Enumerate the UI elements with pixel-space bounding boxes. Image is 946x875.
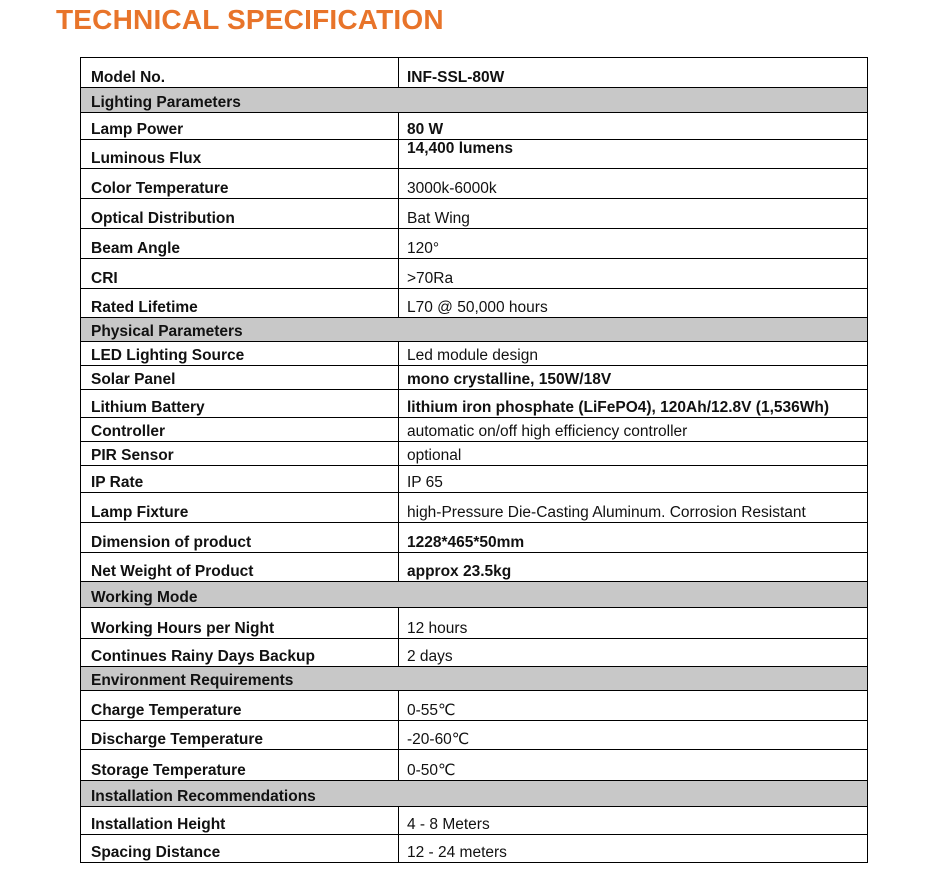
spec-table	[80, 57, 868, 863]
spec-label: Beam Angle	[81, 229, 399, 259]
spec-label: Rated Lifetime	[81, 289, 399, 318]
spec-value: 120°	[399, 229, 868, 259]
section-header-lighting-parameters	[81, 88, 868, 113]
spec-label: IP Rate	[81, 466, 399, 493]
table-row-lamp-fixture	[81, 493, 868, 523]
spec-label: Controller	[81, 418, 399, 442]
spec-label: CRI	[81, 259, 399, 289]
section-header-physical-parameters	[81, 318, 868, 342]
spec-value: Led module design	[399, 342, 868, 366]
spec-label: PIR Sensor	[81, 442, 399, 466]
section-header-working-mode	[81, 582, 868, 608]
spec-value: 12 hours	[399, 608, 868, 639]
table-row-ip-rate	[81, 466, 868, 493]
spec-label: Charge Temperature	[81, 691, 399, 721]
spec-label: Continues Rainy Days Backup	[81, 639, 399, 667]
section-title: Lighting Parameters	[81, 88, 868, 113]
table-row-luminous-flux	[81, 140, 868, 169]
spec-value: mono crystalline, 150W/18V	[399, 366, 868, 390]
spec-value: 0-55℃	[399, 691, 868, 721]
table-row-lamp-power	[81, 113, 868, 140]
model-no-value: INF-SSL-80W	[399, 58, 868, 88]
spec-label: LED Lighting Source	[81, 342, 399, 366]
spec-label: Spacing Distance	[81, 835, 399, 863]
spec-label: Lamp Fixture	[81, 493, 399, 523]
spec-value: 0-50℃	[399, 750, 868, 781]
spec-value: 3000k-6000k	[399, 169, 868, 199]
spec-value: lithium iron phosphate (LiFePO4), 120Ah/12.8V (1,536Wh)	[399, 390, 868, 418]
spec-value: automatic on/off high efficiency controller	[399, 418, 868, 442]
table-row-rated-lifetime	[81, 289, 868, 318]
spec-label: Luminous Flux	[81, 140, 399, 169]
spec-label: Optical Distribution	[81, 199, 399, 229]
table-row-beam-angle	[81, 229, 868, 259]
page-title: TECHNICAL SPECIFICATION	[56, 4, 444, 35]
table-row-working-hours	[81, 608, 868, 639]
spec-value: optional	[399, 442, 868, 466]
spec-value: -20-60℃	[399, 721, 868, 750]
spec-label: Color Temperature	[81, 169, 399, 199]
section-header-environment-requirements	[81, 667, 868, 691]
spec-value: 4 - 8 Meters	[399, 807, 868, 835]
spec-value: 12 - 24 meters	[399, 835, 868, 863]
spec-label: Solar Panel	[81, 366, 399, 390]
table-row-color-temperature	[81, 169, 868, 199]
table-row-optical-distribution	[81, 199, 868, 229]
section-title: Physical Parameters	[81, 318, 868, 342]
spec-value: 14,400 lumens	[399, 140, 868, 169]
table-row-led-lighting-source	[81, 342, 868, 366]
spec-label: Installation Height	[81, 807, 399, 835]
table-row-dimension	[81, 523, 868, 553]
table-row-net-weight	[81, 553, 868, 582]
table-row-solar-panel	[81, 366, 868, 390]
table-row-model-no	[81, 58, 868, 88]
spec-value: high-Pressure Die-Casting Aluminum. Corrosion Resistant	[399, 493, 868, 523]
spec-value: IP 65	[399, 466, 868, 493]
spec-label: Dimension of product	[81, 523, 399, 553]
spec-value: approx 23.5kg	[399, 553, 868, 582]
spec-value: 80 W	[399, 113, 868, 140]
section-header-installation-recommendations	[81, 781, 868, 807]
table-row-cri	[81, 259, 868, 289]
section-title: Installation Recommendations	[81, 781, 868, 807]
table-row-discharge-temperature	[81, 721, 868, 750]
spec-label: Net Weight of Product	[81, 553, 399, 582]
section-title: Environment Requirements	[81, 667, 868, 691]
section-title: Working Mode	[81, 582, 868, 608]
table-row-storage-temperature	[81, 750, 868, 781]
spec-value: 1228*465*50mm	[399, 523, 868, 553]
table-row-charge-temperature	[81, 691, 868, 721]
spec-value: L70 @ 50,000 hours	[399, 289, 868, 318]
table-row-lithium-battery	[81, 390, 868, 418]
table-row-rainy-days-backup	[81, 639, 868, 667]
spec-label: Discharge Temperature	[81, 721, 399, 750]
spec-label: Lithium Battery	[81, 390, 399, 418]
spec-label: Working Hours per Night	[81, 608, 399, 639]
spec-value: 2 days	[399, 639, 868, 667]
table-row-spacing-distance	[81, 835, 868, 863]
table-row-controller	[81, 418, 868, 442]
model-no-label: Model No.	[81, 58, 399, 88]
table-row-installation-height	[81, 807, 868, 835]
spec-value: Bat Wing	[399, 199, 868, 229]
spec-label: Storage Temperature	[81, 750, 399, 781]
spec-value: >70Ra	[399, 259, 868, 289]
spec-label: Lamp Power	[81, 113, 399, 140]
table-row-pir-sensor	[81, 442, 868, 466]
